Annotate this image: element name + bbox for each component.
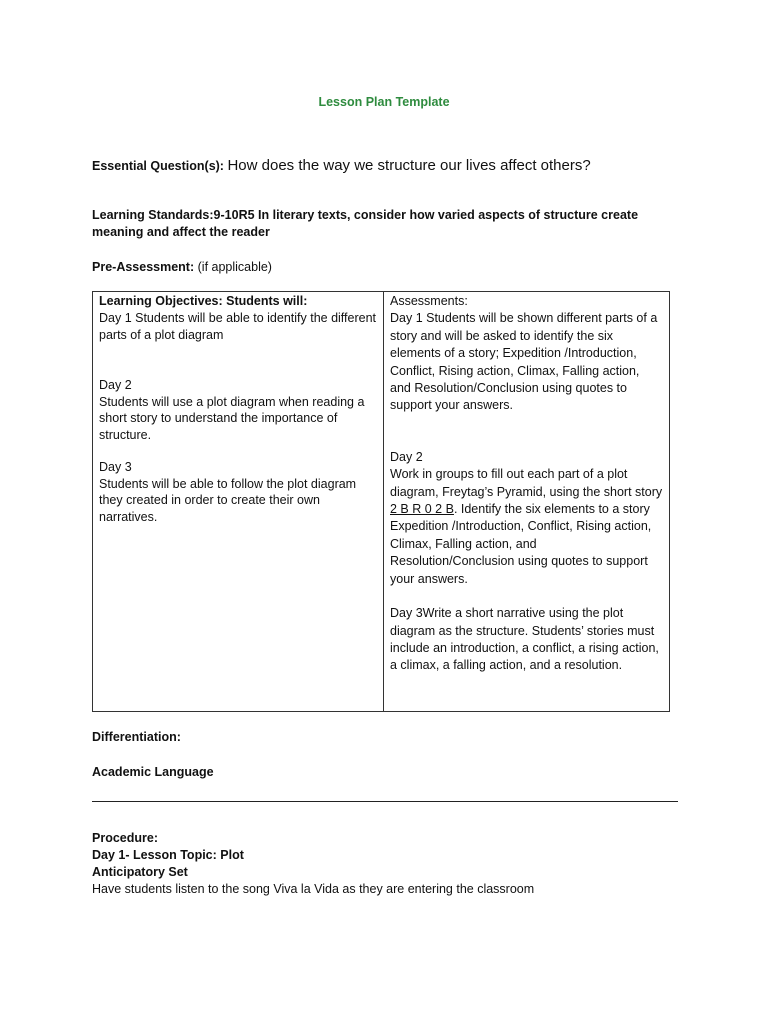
objective-day3-label: Day 3 [99,460,132,474]
assessment-day2-label: Day 2 [390,449,423,464]
essential-question [92,157,591,175]
assessment-day1: Day 1 Students will be shown different parts of a story and will be asked to identify the six elements of a story; Expedition /Introduction, Conflict, Rising action, Climax, Falling action, and Resolution/Conclusion using quotes to support your answers. [390,311,658,413]
pre-assessment [92,259,272,276]
pre-assessment-note: (if applicable) [197,260,272,274]
learning-objectives-cell [93,292,384,712]
objective-day2-text: Students will use a plot diagram when reading a short story to understand the importance of structure. [99,394,365,442]
objective-day3-text: Students will be able to follow the plot diagram they created in order to create their own narratives. [99,476,357,524]
pre-assessment-label: Pre-Assessment: [92,260,195,274]
procedure-label: Procedure: [92,831,158,845]
objective-day1: Day 1 Students will be able to identify the different parts of a plot diagram [99,311,377,342]
assessments-header: Assessments: [390,294,468,308]
assessment-day3: Day 3Write a short narrative using the plot diagram as the structure. Students’ stories must include an introduction, a conflict, a rising action, a climax, a falling action, and a resolution. [390,606,659,673]
horizontal-rule [92,801,678,802]
procedure-section [92,830,534,898]
anticipatory-set-label: Anticipatory Set [92,865,188,879]
essential-question-label: Essential Question(s): [92,159,224,173]
assessments-cell [384,292,670,712]
procedure-day1-topic: Day 1- Lesson Topic: Plot [92,848,244,862]
objectives-assessments-table [92,291,670,712]
academic-language-label: Academic Language [92,765,214,779]
learning-objectives-header: Learning Objectives: Students will: [99,294,308,308]
document-title: Lesson Plan Template [318,95,450,109]
objective-day2-label: Day 2 [99,378,132,392]
essential-question-text: How does the way we structure our lives affect others? [227,157,591,174]
learning-standards: Learning Standards:9-10R5 In literary texts, consider how varied aspects of structure create meaning and affect the reader [92,208,639,239]
procedure-activity: Have students listen to the song Viva la Vida as they are entering the classroom [92,882,535,896]
story-title-link: 2 B R 0 2 B [390,502,454,517]
assessment-day2: Work in groups to fill out each part of a plot diagram, Freytag’s Pyramid, using the short story 2 B R 0 2 B. Identify the six elements to a story Expedition /Introduction, Conflict, Rising action, Climax, Falling action, and Resolution/Conclusion using quotes to support your answers. [390,467,663,586]
differentiation-label: Differentiation: [92,730,181,744]
